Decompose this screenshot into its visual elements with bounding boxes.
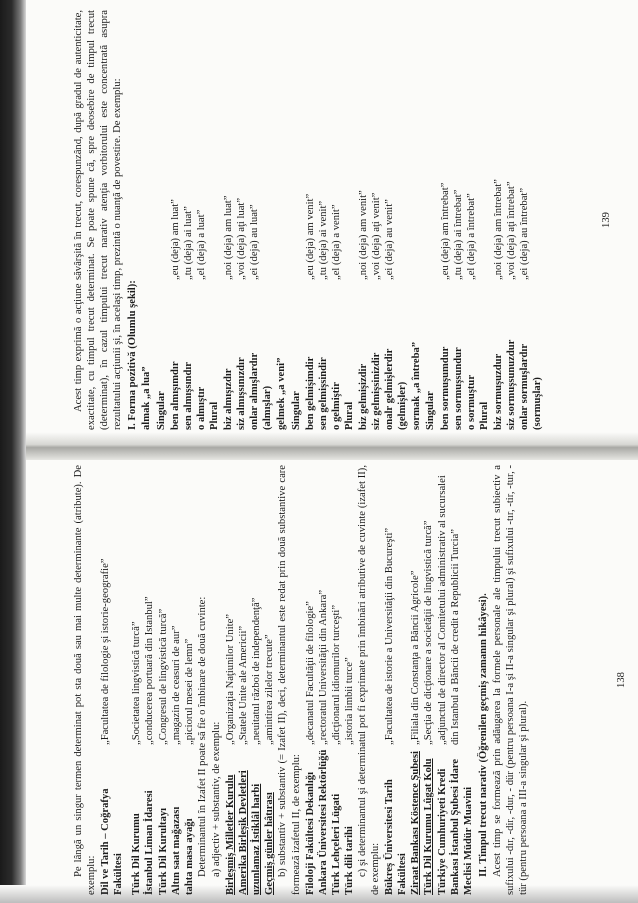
- conjugation-row: [169, 10, 182, 430]
- page-number: 139: [600, 212, 612, 228]
- turkish-phrase: Türk Dil Kurumu Lûgat Kolu: [423, 758, 435, 895]
- example-row: [130, 465, 143, 895]
- conjugation-row: [452, 10, 465, 430]
- short-form: (gelmişler): [397, 381, 409, 430]
- plural-label: Plural: [343, 401, 355, 430]
- verb-sormak: [410, 10, 544, 430]
- conjugation-row: [465, 10, 478, 430]
- turkish-form: ben almışımdır: [169, 361, 181, 430]
- example-row: [99, 465, 125, 895]
- example-row: [343, 465, 356, 895]
- example-row: [237, 465, 250, 895]
- romanian-translation: „tu (deja) ai întrebat”: [452, 189, 464, 280]
- conjugation-row: [182, 10, 195, 430]
- romanian-translation: „ei (deja) au întrebat”: [519, 187, 531, 280]
- page-139-intro: Acest timp exprimă o acţiune săvârşită în trecut, corespunzând, după gradul de autenticitate, exactitate, cu timpul trecut determinat. Se poate spune că, spre deosebire de timpul trecut (determinat), în cazul timpului trecut narativ atenţia vorbitorului este concentrată asupra rezultatului acţiunii şi, în acelaşi timp, prezintă o nuanţă de povestire. De exemplu:: [73, 10, 124, 430]
- romanian-translation: „adjunctul de director al Comitetului administrativ al sucursalei din Istanbul a Băncii de credit a Republicii Turcia”: [436, 475, 461, 745]
- example-row: [422, 465, 435, 895]
- conjugation-row: [235, 10, 248, 430]
- turkish-phrase: uzunlamaz İstiklâl harbi: [251, 783, 263, 895]
- singular-label: Singular: [290, 391, 302, 430]
- romanian-translation: „tu (deja) ai luat”: [182, 206, 194, 280]
- conjugation-row: [304, 10, 317, 430]
- turkish-phrase: Türk Lehçeleri Lügati: [330, 793, 342, 895]
- singular-label: Singular: [155, 391, 167, 430]
- turkish-phrase: Amerika Birleşik Devletleri: [238, 770, 250, 895]
- turkish-phrase: Dil ve Tarih – Coğrafya Fakültesi: [100, 788, 125, 895]
- example-row: [304, 465, 317, 895]
- turkish-form: ben gelmişimdir: [304, 356, 316, 430]
- romanian-translation: „Organizaţia Naţiunilor Unite”: [225, 614, 237, 745]
- paragraph-narrative-past: Acest timp se formează prin adăugarea la formele personale ale timpului trecut subiectiv a sufixului -dır, -dir, -dur, - dür (pentru persoana I-a şi II-a singular şi plural) şi sufixului -tır, -tir, -tur, -tür (pentru persoana a III-a singular şi plural).: [491, 465, 530, 895]
- subsection-c: c) şi determinantul şi determinatul pot fi exprimate prin îmbinări atributive de cuvinte (izafet II), de exemplu:: [356, 465, 382, 895]
- turkish-form: sen sormuşsundur: [452, 347, 464, 430]
- romanian-translation: „el (deja) a luat”: [195, 209, 207, 280]
- conjugation-row: [505, 10, 518, 430]
- romanian-translation: „noi (deja) am întrebat”: [492, 179, 504, 280]
- turkish-form: siz gelmişsinizdir: [371, 352, 383, 430]
- example-row: [317, 465, 330, 895]
- romanian-translation: „amintirea zilelor trecute”: [264, 634, 276, 745]
- section-positive-form: I. Forma pozitivă (Olumlu şekil):: [127, 280, 139, 430]
- conjugation-row: [195, 10, 208, 430]
- example-row: [383, 465, 409, 895]
- romanian-translation: „voi (deja) aţi întrebat”: [506, 181, 517, 280]
- turkish-phrase: İstanbul Liman İdaresi: [144, 790, 156, 895]
- romanian-translation: „rectoratul Universităţii din Ankara”: [317, 589, 329, 745]
- page-138-intro: Pe lângă un singur termen determinat pot sta două sau mai multe determinante (atribute). De exemplu:: [73, 465, 98, 895]
- romanian-translation: „voi (deja) aţi venit”: [371, 192, 383, 280]
- turkish-form: o sormuştur: [465, 374, 477, 430]
- turkish-phrase: Türkiye Cumhuriyeti Kredi Bankası İstanbul Şubesi İdare Meclisi Müdür Muavini: [436, 758, 474, 895]
- turkish-phrase: Türk Dil Kurultayı: [157, 807, 169, 895]
- turkish-phrase: Altın saat mağazası: [170, 806, 182, 895]
- conjugation-row: [439, 10, 452, 430]
- turkish-phrase: Bükreş Üniversitesi Tarih Fakültesi: [384, 779, 409, 895]
- plural-label: Plural: [208, 401, 220, 430]
- turkish-form: siz almışsınızdır: [236, 357, 248, 430]
- subsection-a: a) adjectiv + substantiv, de exemplu:: [210, 721, 222, 877]
- romanian-translation: „ei (deja) au luat”: [249, 204, 261, 280]
- turkish-phrase: Ziraat Bankası Köstence Şubesi: [410, 751, 422, 895]
- romanian-translation: „Filiala din Constanţa a Băncii Agricole”: [410, 570, 422, 745]
- example-row: [409, 465, 422, 895]
- romanian-translation: „el (deja) a venit”: [330, 204, 342, 280]
- page-138: [72, 465, 632, 895]
- conjugation-row: [492, 10, 505, 430]
- romanian-translation: „Societatea lingvistică turcă”: [131, 621, 143, 745]
- romanian-translation: „noi (deja) am venit”: [357, 190, 369, 280]
- turkish-phrase: tahta masa ayağı: [183, 818, 195, 895]
- turkish-form: onlar almışlardır: [249, 352, 261, 430]
- scanner-edge-shadow: [0, 0, 26, 903]
- short-form: (sormuşlar): [532, 377, 544, 430]
- singular-label: Singular: [425, 391, 437, 430]
- page-number: 138: [615, 672, 627, 688]
- turkish-form: sen gelmişsindir: [317, 357, 329, 430]
- verb-gelmek: [275, 10, 409, 430]
- example-row: [263, 465, 276, 895]
- romanian-translation: „Facultatea de filologie şi istorie-geografie”: [100, 558, 112, 745]
- example-row: [143, 465, 156, 895]
- verb-title: gelmek „a veni”: [276, 357, 288, 430]
- example-row: [170, 465, 183, 895]
- example-row: [224, 465, 237, 895]
- romanian-translation: „el (deja) a întrebat”: [465, 193, 477, 280]
- turkish-form: onlar sormuşlardır: [519, 343, 531, 430]
- example-row: [157, 465, 170, 895]
- turkish-form: biz gelmişizdir: [357, 363, 369, 430]
- romanian-translation: „dicţionarul idiomurilor turceşti”: [330, 604, 342, 745]
- conjugation-row: [370, 10, 383, 430]
- conjugation-row: [518, 10, 531, 430]
- turkish-phrase: Türk Dil Kurumu: [131, 813, 143, 895]
- turkish-form: biz sormuşuzdur: [492, 353, 504, 430]
- turkish-form: sen almışsındır: [182, 362, 194, 430]
- romanian-translation: „istoria limbii turce”: [343, 657, 355, 745]
- romanian-translation: „conducerea portuară din Istanbul”: [144, 596, 156, 745]
- verb-title: almak „a lua”: [141, 366, 153, 430]
- turkish-form: ben sormuşumdur: [439, 346, 451, 430]
- verb-almak: [140, 10, 274, 430]
- romanian-translation: „eu (deja) am venit”: [304, 193, 316, 280]
- plural-label: Plural: [478, 401, 490, 430]
- romanian-translation: „ei (deja) au venit”: [384, 199, 396, 280]
- conjugation-row: [317, 10, 330, 430]
- conjugation-row: [222, 10, 235, 430]
- turkish-phrase: Ankara Üniversitesi Rektörlüğü: [317, 749, 329, 895]
- example-row: [436, 465, 475, 895]
- romanian-translation: „Statele Unite ale Americii”: [238, 625, 250, 745]
- romanian-translation: „decanatul Facultăţii de filologie”: [304, 601, 316, 745]
- book-gutter: [26, 432, 638, 460]
- subsection-b: b) substantiv + substantiv (= Izafet II), deci, determinantul este redat prin două substantive care formează izafetul II, de exemplu:: [277, 465, 302, 895]
- conjugation-row: [248, 10, 261, 430]
- conjugation-row: [383, 10, 396, 430]
- turkish-phrase: Geçmiş günler hâtırası: [264, 792, 276, 895]
- turkish-form: o almıştır: [195, 386, 207, 430]
- romanian-translation: „Secţia de dicţionare a societăţii de lingvistică turcă”: [423, 520, 435, 745]
- example-row: [330, 465, 343, 895]
- turkish-phrase: Birleşmiş Milletler Kurulu: [225, 774, 237, 895]
- turkish-form: siz sormuşsunuzdur: [506, 339, 517, 430]
- short-form: (almışlar): [262, 385, 274, 430]
- example-row: [250, 465, 263, 895]
- page-139: [72, 10, 617, 430]
- romanian-translation: „Facultatea de istorie a Universităţii din Bucureşti”: [384, 527, 396, 745]
- turkish-phrase: Türk dili tarihi: [343, 826, 355, 895]
- turkish-phrase: Filoloji Fakültesi Dekanlığı: [304, 771, 316, 895]
- romanian-translation: „tu (deja) ai venit”: [317, 200, 329, 280]
- romanian-translation: „eu (deja) am luat”: [169, 199, 181, 280]
- romanian-translation: „magazin de ceasuri de aur”: [170, 625, 182, 745]
- turkish-form: biz almışızdır: [223, 368, 235, 430]
- turkish-form: onalr gelmişlerdir: [384, 348, 396, 430]
- romanian-translation: „neuitatul război de independenţă”: [251, 597, 263, 745]
- conjugation-row: [330, 10, 343, 430]
- verb-title: sormak „a întreba”: [411, 341, 423, 430]
- section-narrative-past: II. Timpul trecut narativ (Öğrenilen geçmiş zamanın hikâyesi).: [477, 593, 489, 877]
- turkish-form: o gelmiştir: [330, 382, 342, 430]
- romanian-translation: „piciorul mesei de lemn”: [183, 638, 195, 745]
- paragraph-determinant: Determinantul în Izafet II poate să fie o îmbinare de două cuvinte:: [196, 596, 208, 877]
- conjugation-row: [357, 10, 370, 430]
- romanian-translation: „eu (deja) am întrebat”: [439, 182, 451, 280]
- example-row: [183, 465, 196, 895]
- romanian-translation: „voi (deja) aţi luat”: [236, 197, 248, 280]
- romanian-translation: „noi (deja) am luat”: [223, 195, 235, 280]
- romanian-translation: „Congresul de lingvistică turcă”: [157, 608, 169, 745]
